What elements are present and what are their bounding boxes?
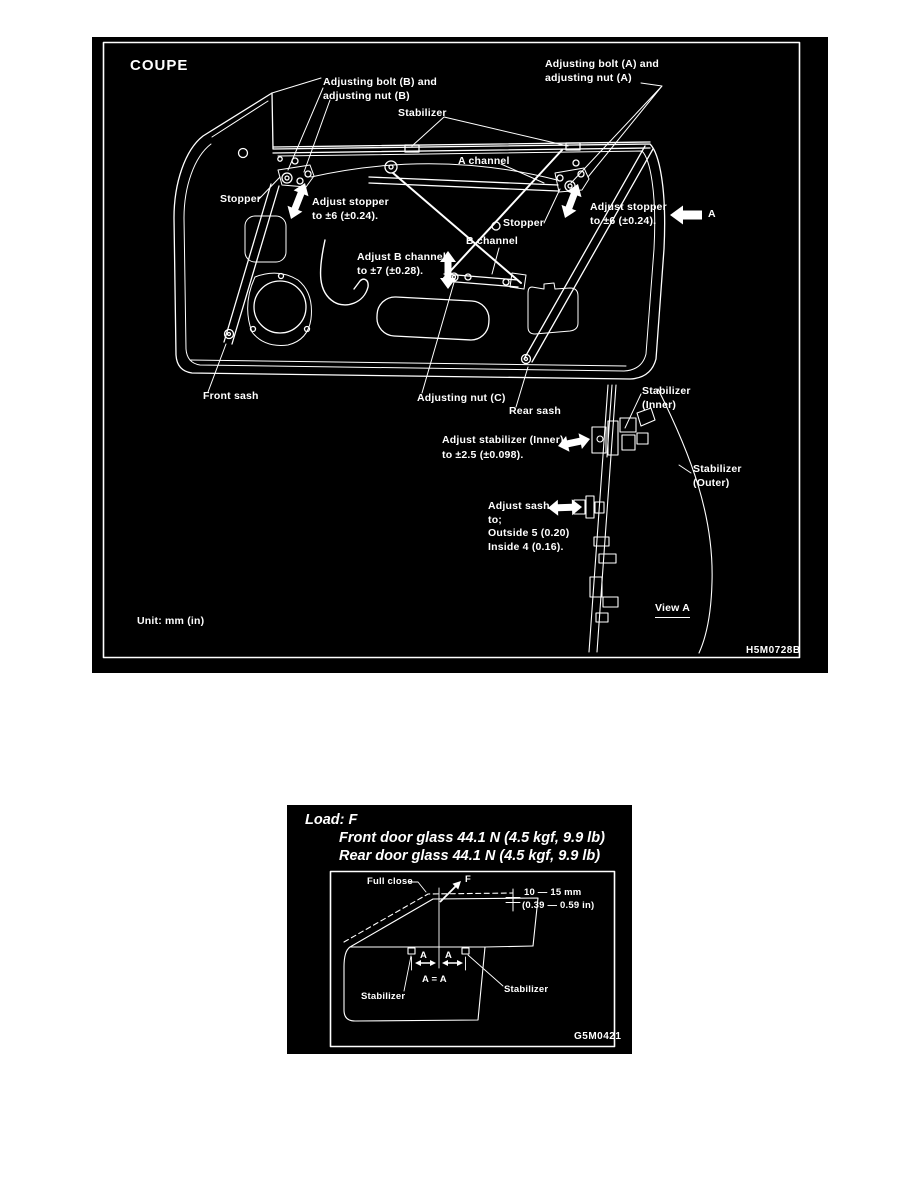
label-stabilizer-outer-1: Stabilizer	[693, 463, 742, 475]
b-channel-bolt-2	[503, 279, 509, 285]
stabilizer-tick-right	[462, 948, 469, 954]
label-front-sash: Front sash	[203, 390, 259, 402]
rear-sash-bolt-hole	[525, 358, 528, 361]
glass-arc	[311, 164, 557, 180]
adjust-stopper-arrow-right	[562, 184, 582, 218]
speaker-grille	[254, 281, 306, 333]
label-adjust-stopper-right-1: Adjust stopper	[590, 201, 667, 213]
front-sash-bolt-hole	[228, 333, 231, 336]
load-title: Load: F	[305, 812, 358, 828]
label-adjust-stopper-left-1: Adjust stopper	[312, 196, 389, 208]
door-outline	[174, 93, 665, 379]
stopper-left-bolt	[282, 173, 292, 183]
view-a-detail	[574, 385, 712, 653]
b-channel-bolt	[465, 274, 471, 280]
stopper-left-screw-2	[305, 171, 311, 177]
figure-title: COUPE	[130, 57, 189, 74]
label-stabilizer-right: Stabilizer	[504, 984, 549, 995]
label-adjust-stabilizer-inner-1: Adjust stabilizer (Inner)	[442, 434, 564, 446]
adjusting-bolt-a-shape	[573, 160, 579, 166]
label-stabilizer-top: Stabilizer	[398, 107, 447, 119]
speaker-plate	[248, 273, 312, 345]
figure-code: H5M0728B	[746, 645, 801, 656]
label-adjust-sash-2: to;	[488, 514, 503, 526]
label-view-a: View A	[655, 602, 690, 618]
door-diagram-drawing	[92, 37, 828, 673]
label-adjust-sash-3: Outside 5 (0.20)	[488, 527, 570, 539]
speaker-screw-2	[279, 274, 284, 279]
label-stabilizer-outer-2: (Outer)	[693, 477, 730, 489]
label-full-close: Full close	[367, 876, 413, 887]
label-adjust-sash-4: Inside 4 (0.16).	[488, 541, 564, 553]
stopper-left-bracket	[278, 165, 314, 187]
sash-clip-3	[590, 577, 602, 597]
stopper-left-screw-1	[297, 178, 303, 184]
gap-dimension	[506, 889, 520, 911]
label-dim-a-left: A	[420, 950, 428, 961]
panel-cutout	[245, 216, 286, 262]
label-stopper-right: Stopper	[503, 217, 545, 229]
sash-clip-5	[596, 613, 608, 622]
sail-panel	[212, 101, 268, 137]
label-adjust-stabilizer-inner-2: to ±2.5 (±0.098).	[442, 449, 524, 461]
stabilizer-block	[622, 435, 635, 450]
figure-code: G5M0421	[574, 1031, 622, 1042]
label-force-f: F	[465, 874, 472, 885]
stabilizer-screw	[597, 436, 603, 442]
stopper-right-bolt-hole	[568, 184, 572, 188]
label-view-arrow-a: A	[708, 208, 716, 220]
label-stabilizer-left: Stabilizer	[361, 991, 406, 1002]
regulator-pivot	[385, 161, 397, 173]
adjusting-nut-b-shape	[278, 157, 282, 161]
door-adjustment-figure	[92, 37, 828, 673]
sash-clip-4	[603, 597, 618, 607]
label-stabilizer-inner-1: Stabilizer	[642, 385, 691, 397]
load-rear: Rear door glass 44.1 N (4.5 kgf, 9.9 lb)	[339, 848, 601, 864]
full-close-dashed-line	[344, 893, 513, 942]
stopper-right-screw-1	[557, 175, 563, 181]
stopper-left-bolt-hole	[285, 176, 289, 180]
door-profile	[344, 947, 485, 1021]
label-gap-mm: 10 — 15 mm	[524, 887, 582, 898]
sash-clip-2	[599, 554, 616, 563]
label-adjusting-bolt-b-line1: Adjusting bolt (B) and	[323, 76, 438, 88]
stabilizer-outer-bracket	[620, 418, 636, 432]
label-adjusting-bolt-b-line2: adjusting nut (B)	[323, 90, 410, 102]
unit-note: Unit: mm (in)	[137, 615, 205, 627]
sail-leader-line	[272, 78, 321, 93]
sail-hole	[239, 149, 248, 158]
label-gap-in: (0.39 — 0.59 in)	[522, 900, 595, 911]
label-stopper-left: Stopper	[220, 193, 262, 205]
label-adjusting-bolt-a-line2: adjusting nut (A)	[545, 72, 632, 84]
label-dim-a-right: A	[445, 950, 453, 961]
sash-adjust-washer	[586, 496, 594, 518]
adjust-stopper-arrow-left	[288, 183, 309, 219]
armrest-opening	[376, 296, 490, 341]
stabilizer-nut	[637, 433, 648, 444]
label-rear-sash: Rear sash	[509, 405, 561, 417]
label-adjust-sash-1: Adjust sash	[488, 500, 550, 512]
label-adjusting-bolt-a-line1: Adjusting bolt (A) and	[545, 58, 660, 70]
adjust-sash-arrow	[548, 499, 582, 515]
label-adjusting-nut-c: Adjusting nut (C)	[417, 392, 506, 404]
front-sash-rail	[224, 184, 279, 344]
label-a-channel: A channel	[458, 155, 510, 167]
label-adjust-b-channel-2: to ±7 (±0.28).	[357, 265, 424, 277]
regulator-pivot-hole	[389, 165, 393, 169]
label-adjust-b-channel-1: Adjust B channel	[357, 251, 446, 263]
stabilizer-tick-left	[408, 948, 415, 954]
glass-load-figure	[287, 805, 632, 1054]
load-front: Front door glass 44.1 N (4.5 kgf, 9.9 lb)	[339, 830, 605, 846]
figure-border	[104, 43, 800, 658]
label-stabilizer-inner-2: (Inner)	[642, 399, 677, 411]
belt-line-extension	[485, 946, 533, 947]
label-b-channel: B channel	[466, 235, 518, 247]
label-a-equals-a: A = A	[422, 974, 447, 985]
view-a-direction-arrow	[670, 206, 702, 225]
label-adjust-stopper-right-2: to ±6 (±0.24).	[590, 215, 657, 227]
label-adjust-stopper-left-2: to ±6 (±0.24).	[312, 210, 379, 222]
door-bottom-line	[190, 360, 626, 366]
